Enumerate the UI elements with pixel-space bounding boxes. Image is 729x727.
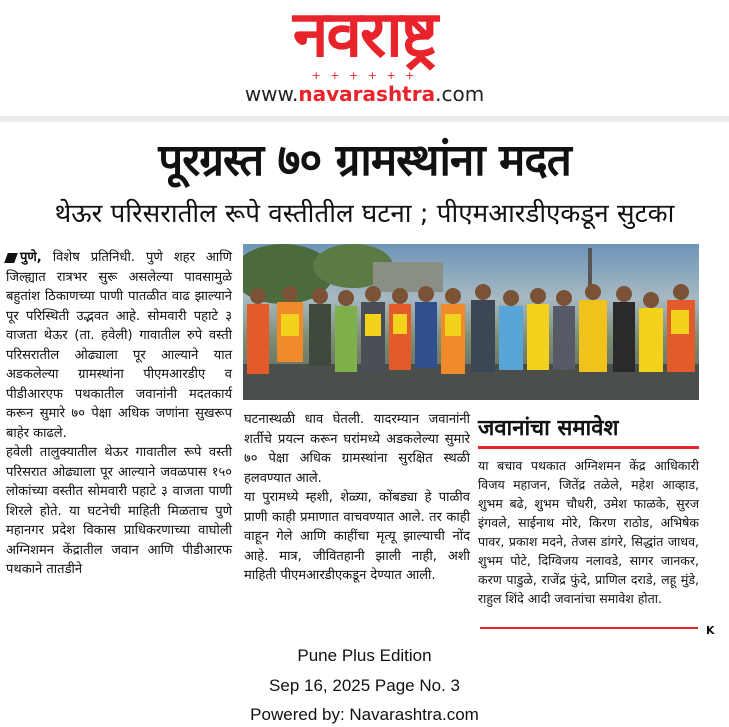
article-text: पुणे शहर आणि जिल्ह्यात रात्रभर सुरू असलेल्या पावसामुळे बहुतांश ठिकाणच्या पाणी पातळीत वाढ झाल्याने पूर परिस्थिती उद्भवत आहे. सोमवारी पहाटे ३ वाजता थेऊर (ता. हवेली) गावातील रुपे वस्ती परिसरातील ओढ्याला पूर आल्याने यात अडकलेल्या ग्रामस्थांना पीएमआरडीए व पीडीआरएफ पथकातील जवानांनी मदतकार्य करून सुमारे ७० पेक्षा अधिक जणांना सुखरूप बाहेर काढले. xyxy=(6,250,232,441)
article-paragraph: घटनास्थळी धाव घेतली. यादरम्यान जवानांनी शर्तीचे प्रयत्न करून घरांमध्ये अडकलेल्या सुमारे ७० पेक्षा अधिक ग्रामस्थांना सुरक्षित स्थळी हलवण्यात आले. xyxy=(244,412,470,486)
sidebar-divider xyxy=(480,627,698,629)
url-name: navarashtra xyxy=(298,82,436,106)
news-photo xyxy=(243,244,699,400)
article-column-left xyxy=(6,248,232,580)
article-paragraph xyxy=(6,248,232,443)
rescue-team-photo xyxy=(243,244,699,400)
sidebar-title: जवानांचा समावेश xyxy=(478,412,699,449)
article-paragraph: या पुरामध्ये म्हशी, शेळ्या, कोंबड्या हे पाळीव प्राणी काही प्रमाणात वाचवण्यात आले. तर काही वाहून गेले आणि काहींचा मृत्यू झाल्याची नोंद आहे. मात्र, जीवितहानी झाली नाही, अशी माहिती पीएमआरडीएकडून देण्यात आली. xyxy=(244,490,470,583)
url-tld: .com xyxy=(435,82,485,106)
dateline: पुणे, xyxy=(20,250,42,265)
subheadline: थेऊर परिसरातील रूपे वस्तीतील घटना ; पीएमआरडीएकडून सुटका xyxy=(54,199,675,229)
article-column-middle xyxy=(244,410,470,586)
date-page-label: Sep 16, 2025 Page No. 3 xyxy=(269,676,460,695)
byline: विशेष प्रतिनिधी. xyxy=(52,250,135,265)
url-www: www. xyxy=(244,82,299,106)
masthead-stars: + + + + + + xyxy=(311,69,418,82)
powered-by-link[interactable]: Powered by: Navarashtra.com xyxy=(250,705,479,724)
dateline-marker-icon xyxy=(4,253,18,263)
masthead-logo: नवराष्ट्र xyxy=(292,0,437,72)
edition-label: Pune Plus Edition xyxy=(297,646,432,665)
sidebar-text: या बचाव पथकात अग्निशमन केंद्र आधिकारी विजय महाजन, जितेंद्र तळेले, महेश आव्हाड, शुभम बढे, शुभम चौधरी, उमेश फाळके, सुरज इंगवले, साईनाथ मोरे, किरण राठोड, अभिषेक पावर, प्रकाश मदने, तेजस डांगरे, सिद्धांत जाधव, शुभम पोटे, दिग्विजय नलावडे, सागर जानकर, करण पाडुळे, राजेंद्र फुंदे, प्राणिल दराडे, लहू मुंडे, राहुल शिंदे आदी जवानांचा समावेश होता. xyxy=(478,458,699,606)
article-paragraph: हवेली तालुक्यातील थेऊर गावातील रूपे वस्ती परिसरात ओढ्याला पूर आल्याने जवळपास १५० लोकांच्या वस्तीत सोमवारी पहाटे ३ वाजता पाणी शिरले होते. या घटनेची माहिती मिळताच पुणे महानगर प्रदेश विकास प्राधिकरणाच्या वाघोली अग्निशमन केंद्रातील जवान आणि पीडीआरफ पथकाने तातडीने xyxy=(6,445,232,577)
masthead-divider xyxy=(0,116,729,122)
masthead-url xyxy=(0,82,729,106)
page-marker: K xyxy=(706,624,715,637)
headline: पूरग्रस्त ७० ग्रामस्थांना मदत xyxy=(158,135,571,186)
